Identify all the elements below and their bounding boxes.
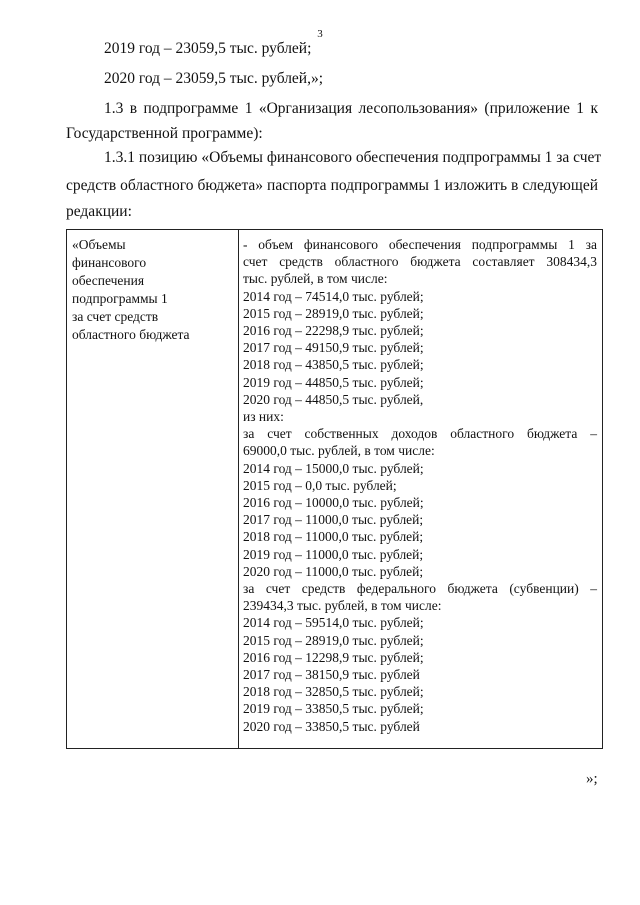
left-cell-line: за счет средств bbox=[72, 309, 159, 324]
of-them-label: из них: bbox=[243, 409, 284, 425]
own-year-row: 2018 год – 11000,0 тыс. рублей; bbox=[243, 529, 424, 545]
left-cell-line: «Объемы bbox=[72, 237, 126, 252]
left-cell-line: областного бюджета bbox=[72, 327, 190, 342]
federal-year-row: 2018 год – 32850,5 тыс. рублей; bbox=[243, 684, 424, 700]
own-year-row: 2019 год – 11000,0 тыс. рублей; bbox=[243, 546, 424, 562]
federal-line: за счет средств федерального бюджета (субвенции) – bbox=[243, 581, 597, 597]
total-year-row: 2015 год – 28919,0 тыс. рублей; bbox=[243, 305, 424, 321]
budget-2019-line: 2019 год – 23059,5 тыс. рублей; bbox=[104, 40, 312, 57]
left-cell-line: финансового bbox=[72, 255, 147, 270]
left-cell-line: подпрограммы 1 bbox=[72, 291, 168, 306]
own-income-line: за счет собственных доходов областного бюджета – bbox=[243, 426, 597, 442]
table-left-cell bbox=[72, 236, 232, 344]
table-column-divider bbox=[238, 229, 239, 749]
item-1-3-line2: Государственной программе): bbox=[66, 125, 263, 142]
total-year-row: 2020 год – 44850,5 тыс. рублей, bbox=[243, 391, 424, 407]
federal-year-row: 2019 год – 33850,5 тыс. рублей; bbox=[243, 701, 424, 717]
federal-year-row: 2016 год – 12298,9 тыс. рублей; bbox=[243, 649, 424, 665]
item-1-3-1-line3: редакции: bbox=[66, 203, 132, 220]
intro-line: - объем финансового обеспечения подпрограммы 1 за bbox=[243, 237, 597, 252]
total-year-row: 2017 год – 49150,9 тыс. рублей; bbox=[243, 340, 424, 356]
intro-line: счет средств областного бюджета составляет 308434,3 bbox=[243, 254, 597, 270]
item-1-3-1-line1: 1.3.1 позицию «Объемы финансового обеспечения подпрограммы 1 за счет bbox=[104, 149, 602, 166]
federal-year-row: 2014 год – 59514,0 тыс. рублей; bbox=[243, 615, 424, 631]
own-year-row: 2015 год – 0,0 тыс. рублей; bbox=[243, 477, 397, 493]
own-year-row: 2017 год – 11000,0 тыс. рублей; bbox=[243, 512, 424, 528]
total-year-row: 2018 год – 43850,5 тыс. рублей; bbox=[243, 357, 424, 373]
item-1-3-1-line2: средств областного бюджета» паспорта подпрограммы 1 изложить в следующей bbox=[66, 177, 598, 194]
page-number: 3 bbox=[317, 28, 323, 40]
own-year-row: 2020 год – 11000,0 тыс. рублей; bbox=[243, 563, 424, 579]
own-year-row: 2016 год – 10000,0 тыс. рублей; bbox=[243, 495, 424, 511]
federal-year-row: 2020 год – 33850,5 тыс. рублей bbox=[243, 718, 420, 734]
budget-2020-line: 2020 год – 23059,5 тыс. рублей,»; bbox=[104, 70, 324, 87]
closing-quote-mark: »; bbox=[586, 771, 598, 787]
total-year-row: 2019 год – 44850,5 тыс. рублей; bbox=[243, 374, 424, 390]
table-right-cell bbox=[243, 236, 597, 735]
intro-line: тыс. рублей, в том числе: bbox=[243, 271, 388, 287]
own-income-line: 69000,0 тыс. рублей, в том числе: bbox=[243, 443, 435, 459]
total-year-row: 2014 год – 74514,0 тыс. рублей; bbox=[243, 288, 424, 304]
own-year-row: 2014 год – 15000,0 тыс. рублей; bbox=[243, 460, 424, 476]
item-1-3-line1: 1.3 в подпрограмме 1 «Организация лесопользования» (приложение 1 к bbox=[104, 100, 598, 117]
left-cell-line: обеспечения bbox=[72, 273, 145, 288]
federal-line: 239434,3 тыс. рублей, в том числе: bbox=[243, 598, 442, 614]
total-year-row: 2016 год – 22298,9 тыс. рублей; bbox=[243, 323, 424, 339]
federal-year-row: 2015 год – 28919,0 тыс. рублей; bbox=[243, 632, 424, 648]
federal-year-row: 2017 год – 38150,9 тыс. рублей bbox=[243, 667, 420, 683]
